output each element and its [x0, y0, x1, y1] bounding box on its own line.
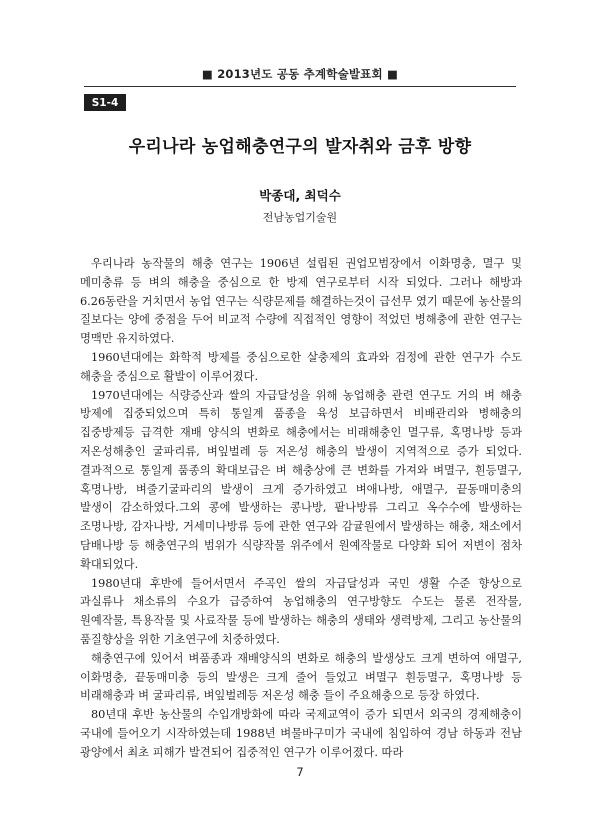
body-paragraph: 우리나라 농작물의 해충 연구는 1906년 설립된 권업모범장에서 이화명충, 멸구 및 메미충류 등 벼의 해충을 중심으로 한 방제 연구로부터 시작 되었다. 그러나 해방과 6.26동란을 거치면서 농업 연구는 식량문제를 해결하는것이 급선무 였기 때문에 농산물의 질보다는 양에 중점을 두어 비교적 수량에 직접적인 영향이 적었던 병해충에 관한 연구는 명맥만 유지하였다. [80, 257, 522, 346]
session-code: S1-4 [91, 96, 119, 109]
paper-body [80, 255, 522, 763]
author-affiliation: 전남농업기술원 [262, 211, 338, 224]
body-paragraph: 80년대 후반 농산물의 수입개방화에 따라 국제교역이 증가 되면서 외국의 경제해충이 국내에 들어오기 시작하였는데 1988년 벼물바구미가 국내에 침입하여 경남 하동과 전남 광양에서 최초 피해가 발견되어 집중적인 연구가 이루어졌다. 따라 [80, 708, 522, 759]
paper-title: 우리나라 농업해충연구의 발자취와 금후 방향 [128, 137, 472, 157]
running-header-text: ■ 2013년도 공동 추계학술발표회 ■ [201, 67, 399, 81]
page-number: 7 [296, 765, 304, 779]
paper-authors: 박종대, 최덕수 [259, 188, 341, 203]
body-paragraph: 해충연구에 있어서 벼품종과 재배양식의 변화로 해충의 발생상도 크게 변하여 애멸구, 이화명충, 끝동매미충 등의 발생은 크게 줄어 들었고 벼멸구 흰등멸구, 혹명나방 등 비래해충과 벼 굴파리류, 벼잎벌레등 저온성 해충 들이 주요해충으로 등장 하였다. [80, 651, 522, 703]
body-paragraph: 1980년대 후반에 들어서면서 주곡인 쌀의 자급달성과 국민 생활 수준 향상으로 과실류나 채소류의 수요가 급증하여 농업해충의 연구방향도 수도는 물론 전작물, 원예작물, 특용작물 및 사료작물 등에 발생하는 해충의 생태와 생력방제, 그리고 농산물의 품질향상을 위한 기초연구에 치중하였다. [80, 576, 522, 646]
running-header [84, 62, 516, 87]
session-code-badge [84, 94, 126, 111]
body-paragraph: 1970년대에는 식량증산과 쌀의 자급달성을 위해 농업해충 관련 연구도 거의 벼 해충 방제에 집중되었으며 특히 통일계 품종을 육성 보급하면서 비배관리와 병해충의 집중방제등 급격한 재배 양식의 변화로 해충에서는 비래해충인 멸구류, 혹명나방 등과 저온성해충인 굴파리류, 벼잎벌레 등 저온성 해충의 발생이 지역적으로 증가 되었다. 결과적으로 통일계 품종의 확대보급은 벼 해충상에 큰 변화를 가져와 벼멸구, 흰등멸구, 혹명나방, 벼줄기굴파리의 발생이 크게 증가하였고 벼애나방, 애멸구, 끝동매미충의 발생이 감소하였다.그외 콩에 발생하는 콩나방, 팥나방류 그리고 옥수수에 발생하는 조명나방, 감자나방, 거세미나방류 등에 관한 연구와 감귤원에서 발생하는 해충, 채소에서 담배나방 등 해충연구의 범위가 식량작물 위주에서 원예작물로 다양화 되어 저변이 점차 확대되었다. [80, 388, 522, 571]
body-paragraph: 1960년대에는 화학적 방제를 중심으로한 살충제의 효과와 검정에 관한 연구가 수도 해충을 중심으로 활발이 이루어졌다. [80, 350, 522, 383]
